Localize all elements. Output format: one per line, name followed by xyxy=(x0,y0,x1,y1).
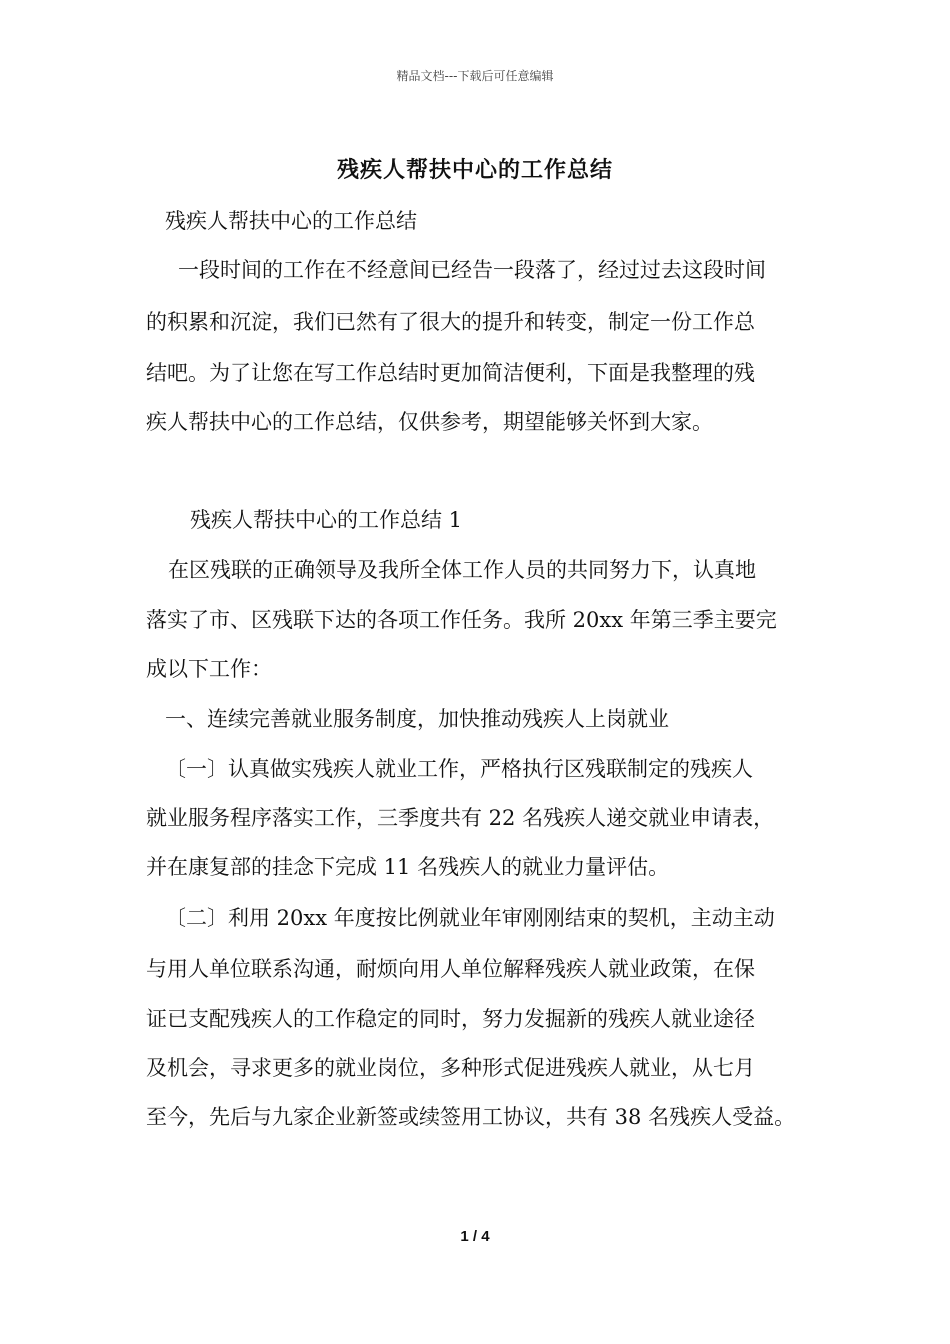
page-number: 1 / 4 xyxy=(460,1228,490,1245)
section-heading: 残疾人帮扶中心的工作总结 1 xyxy=(190,508,463,532)
document-title: 残疾人帮扶中心的工作总结 xyxy=(336,157,613,183)
paragraph-line: 至今，先后与九家企业新签或续签用工协议，共有 38 名残疾人受益。 xyxy=(146,1105,796,1129)
paragraph-line: 证已支配残疾人的工作稳定的同时，努力发掘新的残疾人就业途径 xyxy=(146,1007,755,1031)
paragraph-line: 落实了市、区残联下达的各项工作任务。我所 20xx 年第三季主要完 xyxy=(146,608,777,632)
paragraph-line: 疾人帮扶中心的工作总结，仅供参考，期望能够关怀到大家。 xyxy=(146,410,713,434)
paragraph-line: 一段时间的工作在不经意间已经告一段落了，经过过去这段时间 xyxy=(178,258,766,282)
paragraph-line: 的积累和沉淀，我们已然有了很大的提升和转变，制定一份工作总 xyxy=(146,310,755,334)
paragraph-line: 成以下工作： xyxy=(146,657,272,681)
subsection-heading: 一、连续完善就业服务制度，加快推动残疾人上岗就业 xyxy=(165,707,669,731)
paragraph-line: 〔一〕认真做实残疾人就业工作，严格执行区残联制定的残疾人 xyxy=(165,757,753,781)
paragraph-line: 及机会，寻求更多的就业岗位，多种形式促进残疾人就业，从七月 xyxy=(146,1056,755,1080)
subtitle-line: 残疾人帮扶中心的工作总结 xyxy=(165,209,417,233)
header-note: 精品文档---下载后可任意编辑 xyxy=(396,69,554,83)
paragraph-line: 结吧。为了让您在写工作总结时更加简洁便利，下面是我整理的残 xyxy=(146,361,755,385)
paragraph-line: 并在康复部的挂念下完成 11 名残疾人的就业力量评估。 xyxy=(146,855,670,879)
paragraph-line: 与用人单位联系沟通，耐烦向用人单位解释残疾人就业政策，在保 xyxy=(146,957,755,981)
paragraph-line: 在区残联的正确领导及我所全体工作人员的共同努力下，认真地 xyxy=(168,558,756,582)
paragraph-line: 就业服务程序落实工作，三季度共有 22 名残疾人递交就业申请表， xyxy=(146,806,775,830)
paragraph-line: 〔二〕利用 20xx 年度按比例就业年审刚刚结束的契机，主动主动 xyxy=(165,906,775,930)
